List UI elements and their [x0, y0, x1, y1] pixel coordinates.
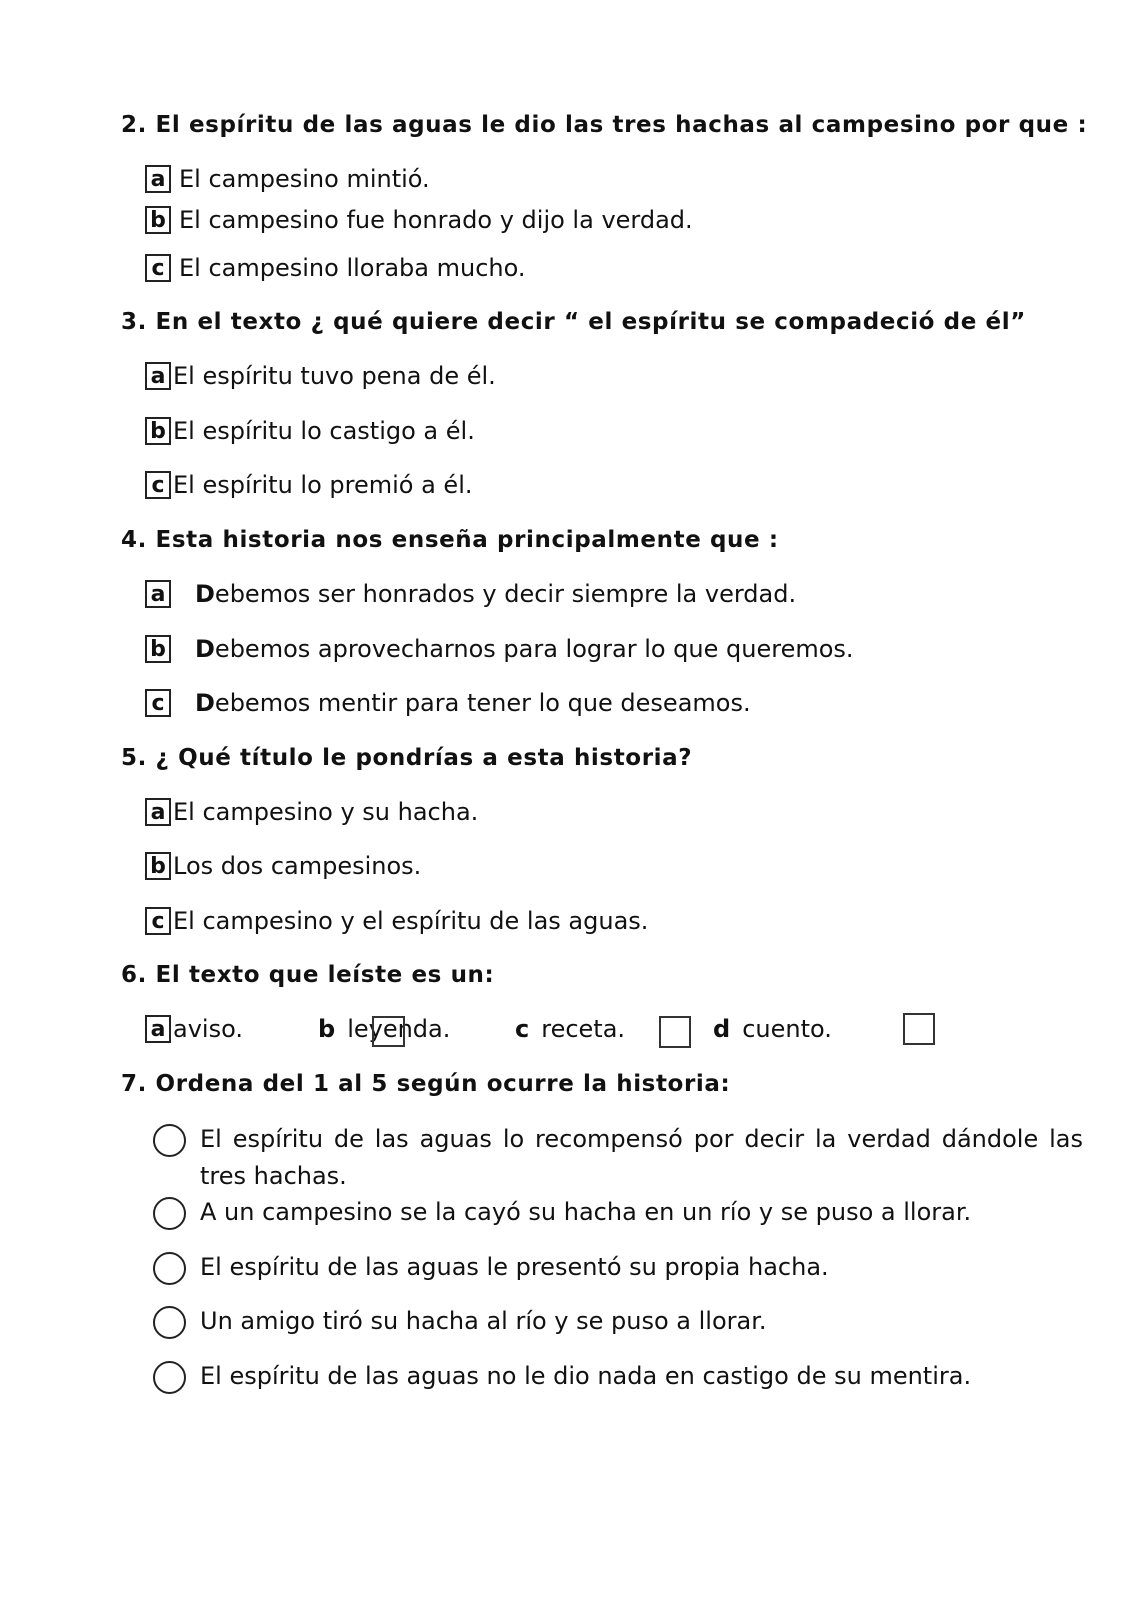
- option-text: Los dos campesinos.: [173, 852, 422, 880]
- answer-box-b[interactable]: [372, 1016, 405, 1047]
- order-circle[interactable]: [153, 1306, 186, 1339]
- answer-box-a[interactable]: a: [145, 798, 171, 826]
- q3-option-a[interactable]: [145, 362, 496, 390]
- answer-box-b[interactable]: b: [145, 635, 171, 663]
- q4-option-b[interactable]: [145, 635, 854, 663]
- option-text: El espíritu lo premió a él.: [173, 471, 473, 499]
- order-item-text: Un amigo tiró su hacha al río y se puso a llorar.: [200, 1307, 767, 1335]
- order-item: [153, 1361, 1083, 1395]
- option-initial: D: [195, 580, 215, 608]
- q6-option-c[interactable]: [515, 1015, 625, 1043]
- answer-box-b[interactable]: b: [145, 852, 171, 880]
- order-circle[interactable]: [153, 1252, 186, 1285]
- q5-option-a[interactable]: [145, 798, 478, 826]
- option-text: El espíritu tuvo pena de él.: [173, 362, 496, 390]
- order-circle[interactable]: [153, 1361, 186, 1394]
- answer-box-b[interactable]: b: [145, 206, 171, 234]
- q2-option-a[interactable]: [145, 165, 430, 193]
- q6-option-a[interactable]: [145, 1015, 243, 1043]
- answer-box-c[interactable]: c: [145, 689, 171, 717]
- option-text: El campesino y su hacha.: [173, 798, 479, 826]
- order-item: [153, 1252, 1083, 1286]
- option-text: El campesino mintió.: [179, 165, 430, 193]
- question-7: 7. Ordena del 1 al 5 según ocurre la historia:: [121, 1071, 731, 1097]
- option-letter: d: [713, 1015, 731, 1043]
- answer-box-b[interactable]: b: [145, 417, 171, 445]
- question-3: 3. En el texto ¿ qué quiere decir “ el espíritu se compadeció de él”: [121, 309, 1026, 335]
- order-item: [153, 1306, 1083, 1340]
- answer-box-c[interactable]: c: [145, 471, 171, 499]
- order-item-text: El espíritu de las aguas lo recompensó por decir la verdad dándole las tres hachas.: [200, 1125, 1083, 1190]
- option-text: cuento.: [742, 1015, 832, 1043]
- q4-option-a[interactable]: [145, 580, 796, 608]
- answer-box-c[interactable]: [659, 1016, 691, 1048]
- answer-box-d[interactable]: [903, 1013, 935, 1045]
- q5-option-c[interactable]: [145, 907, 648, 935]
- order-item-text: El espíritu de las aguas le presentó su propia hacha.: [200, 1253, 829, 1281]
- order-item: [153, 1197, 1083, 1231]
- option-initial: D: [195, 635, 215, 663]
- order-circle[interactable]: [153, 1124, 186, 1157]
- option-text: El campesino y el espíritu de las aguas.: [173, 907, 649, 935]
- answer-box-a[interactable]: a: [145, 165, 171, 193]
- option-text: ebemos aprovecharnos para lograr lo que queremos.: [214, 635, 854, 663]
- q4-option-c[interactable]: [145, 689, 751, 717]
- answer-box-a[interactable]: a: [145, 362, 171, 390]
- option-letter: c: [515, 1015, 530, 1043]
- question-5: 5. ¿ Qué título le pondrías a esta historia?: [121, 745, 693, 771]
- option-letter: b: [318, 1015, 336, 1043]
- q2-option-c[interactable]: [145, 254, 526, 282]
- q3-option-b[interactable]: [145, 417, 475, 445]
- option-text: El campesino lloraba mucho.: [179, 254, 526, 282]
- answer-box-a[interactable]: a: [145, 1015, 171, 1043]
- option-text: El espíritu lo castigo a él.: [173, 417, 475, 445]
- option-text: ebemos mentir para tener lo que deseamos.: [214, 689, 751, 717]
- order-circle[interactable]: [153, 1197, 186, 1230]
- option-text: ebemos ser honrados y decir siempre la verdad.: [214, 580, 797, 608]
- option-text: El campesino fue honrado y dijo la verdad.: [179, 206, 693, 234]
- q6-option-d[interactable]: [713, 1015, 832, 1043]
- question-4: 4. Esta historia nos enseña principalmente que :: [121, 527, 779, 553]
- answer-box-c[interactable]: c: [145, 254, 171, 282]
- q5-option-b[interactable]: [145, 852, 421, 880]
- order-item: [153, 1124, 1083, 1195]
- answer-box-a[interactable]: a: [145, 580, 171, 608]
- option-text: leyenda.: [347, 1015, 451, 1043]
- option-text: receta.: [541, 1015, 626, 1043]
- question-6: 6. El texto que leíste es un:: [121, 962, 495, 988]
- answer-box-c[interactable]: c: [145, 907, 171, 935]
- q2-option-b[interactable]: [145, 206, 693, 234]
- order-item-text: El espíritu de las aguas no le dio nada en castigo de su mentira.: [200, 1362, 972, 1390]
- option-text: aviso.: [173, 1015, 243, 1043]
- option-initial: D: [195, 689, 215, 717]
- question-2: 2. El espíritu de las aguas le dio las tres hachas al campesino por que :: [121, 112, 1088, 138]
- q3-option-c[interactable]: [145, 471, 473, 499]
- order-item-text: A un campesino se la cayó su hacha en un río y se puso a llorar.: [200, 1198, 972, 1226]
